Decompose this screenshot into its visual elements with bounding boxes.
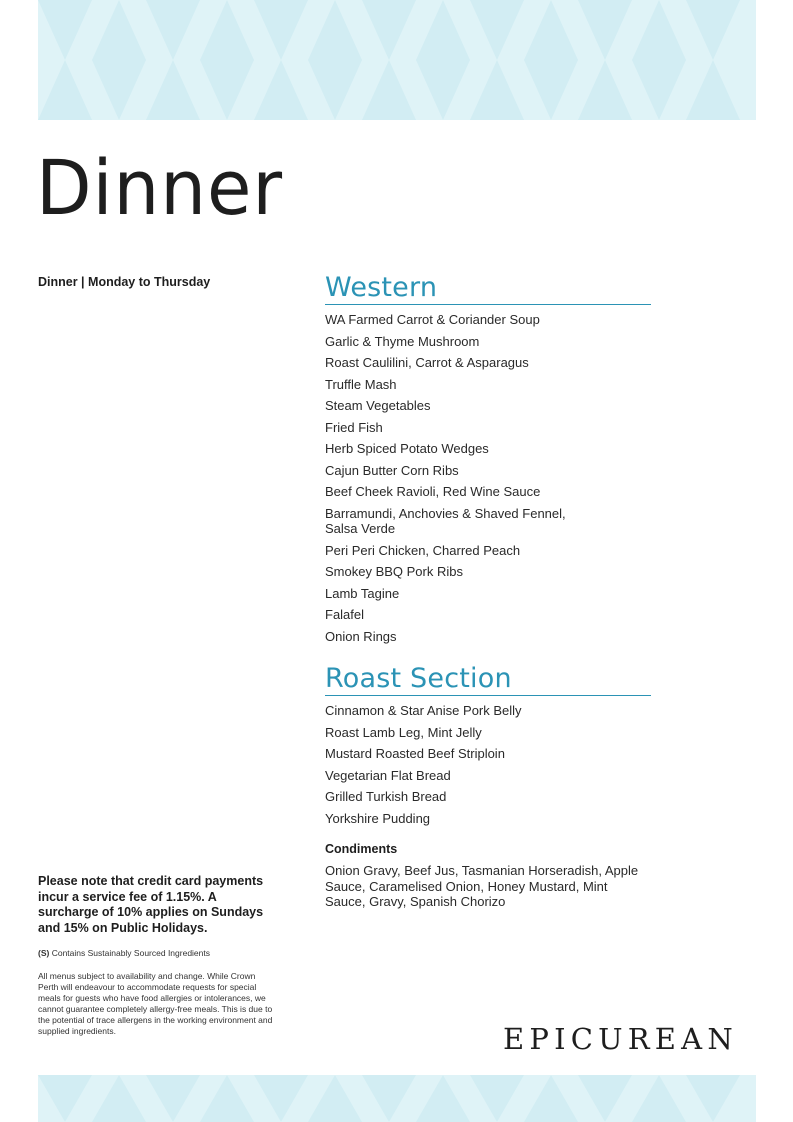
menu-item: Lamb Tagine (325, 585, 400, 601)
menu-item: Vegetarian Flat Bread (325, 767, 451, 783)
menu-item: Grilled Turkish Bread (325, 789, 447, 804)
menu-item: Cajun Butter Corn Ribs (325, 462, 459, 478)
menu-item: Mustard Roasted Beef Striploin (325, 746, 505, 761)
menu-item: Smokey BBQ Pork Ribs (325, 564, 463, 579)
sustainable-mark: (S) (38, 948, 50, 958)
menu-item: Cinnamon & Star Anise Pork Belly (325, 703, 522, 718)
roast-item-list (325, 703, 645, 832)
geometric-pattern (38, 0, 756, 120)
page-title: Dinner (36, 143, 283, 232)
bottom-decorative-band (38, 1075, 756, 1122)
menu-item: Onion Rings (325, 628, 397, 644)
menu-item: Garlic & Thyme Mushroom (325, 333, 480, 349)
western-item-list (325, 312, 645, 650)
menu-item: Peri Peri Chicken, Charred Peach (325, 542, 521, 558)
epicurean-logo: EPICUREAN (503, 1022, 738, 1056)
sustainable-legend (38, 948, 210, 958)
allergen-disclaimer: All menus subject to availability and change. While Crown Perth will endeavour to accommodate requests for special meals for guests who have food allergies or intolerances, we cannot guarantee completely allergy-free meals. This is due to the potential of trace allergens in the working environment and supplied ingredients. (38, 971, 273, 1036)
menu-item: Roast Lamb Leg, Mint Jelly (325, 724, 482, 740)
menu-item: Steam Vegetables (325, 398, 431, 413)
roast-section-title: Roast Section (325, 663, 651, 696)
menu-item: Fried Fish (325, 419, 383, 435)
sustainable-text: Contains Sustainably Sourced Ingredients (49, 948, 210, 958)
menu-item: Herb Spiced Potato Wedges (325, 441, 489, 456)
menu-subtitle: Dinner | Monday to Thursday (38, 275, 211, 289)
menu-item: Roast Caulilini, Carrot & Asparagus (325, 355, 529, 370)
menu-item: Truffle Mash (325, 376, 397, 392)
condiments-heading: Condiments (325, 842, 398, 856)
condiments-list: Onion Gravy, Beef Jus, Tasmanian Horseradish, Apple Sauce, Caramelised Onion, Honey Mustard, Mint Sauce, Gravy, Spanish Chorizo (325, 863, 639, 909)
menu-item: Falafel (325, 607, 365, 622)
western-section-title: Western (325, 272, 651, 305)
menu-item: Beef Cheek Ravioli, Red Wine Sauce (325, 484, 541, 499)
menu-item: Yorkshire Pudding (325, 810, 431, 826)
menu-item: Barramundi, Anchovies & Shaved Fennel, Salsa Verde (325, 505, 566, 536)
top-decorative-band (38, 0, 756, 120)
geometric-pattern (38, 1075, 756, 1122)
menu-item: WA Farmed Carrot & Coriander Soup (325, 312, 540, 327)
service-fee-note: Please note that credit card payments incur a service fee of 1.15%. A surcharge of 10% applies on Sundays and 15% on Public Holidays. (38, 874, 264, 935)
